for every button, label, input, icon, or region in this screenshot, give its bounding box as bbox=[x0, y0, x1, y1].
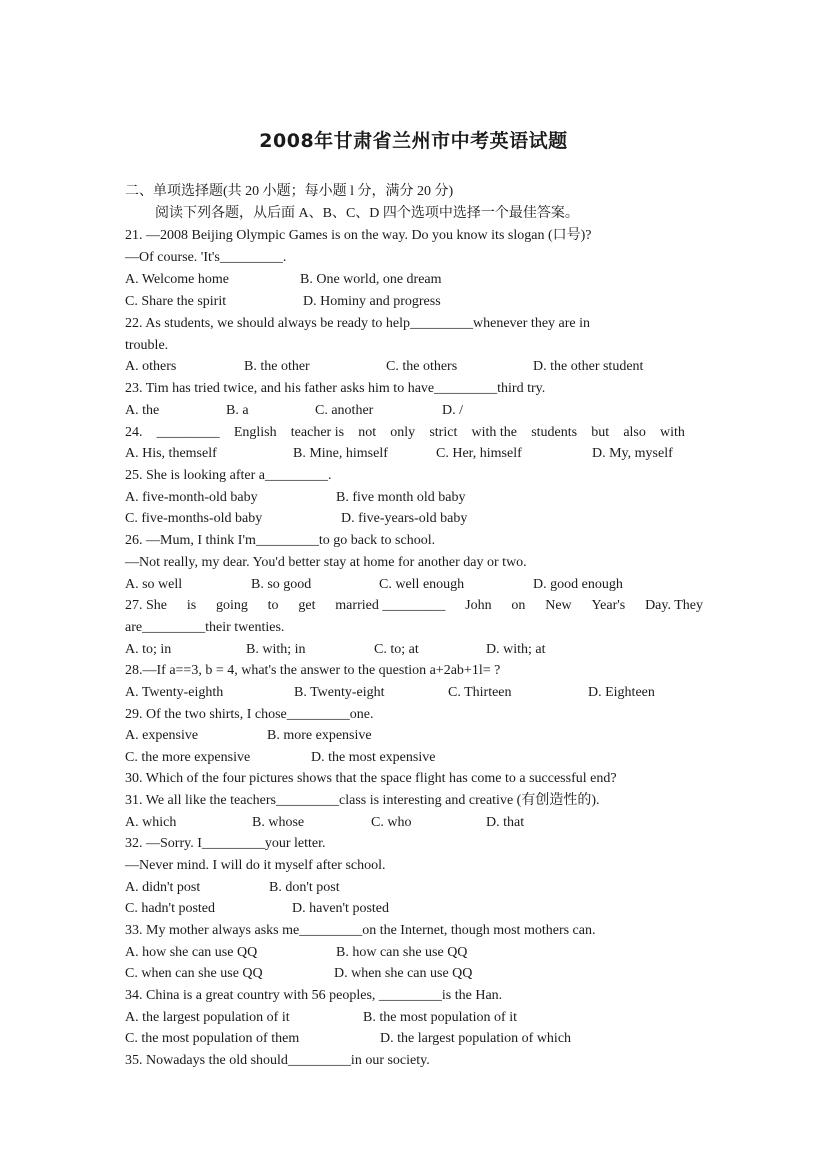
question-24-option-a: A. His, themself bbox=[125, 446, 217, 461]
question-33-option-d: D. when she can use QQ bbox=[334, 966, 473, 981]
question-32-dialogue: —Never mind. I will do it myself after school. bbox=[125, 858, 386, 873]
question-22-stem: 22. As students, we should always be ready to help_________whenever they are in bbox=[125, 316, 591, 331]
question-28-option-a: A. Twenty-eighth bbox=[125, 685, 224, 700]
question-25-option-c: C. five-months-old baby bbox=[125, 511, 263, 526]
q27-word: married _________ bbox=[335, 598, 446, 613]
question-27-option-b: B. with; in bbox=[246, 642, 306, 657]
question-32-stem: 32. —Sorry. I_________your letter. bbox=[125, 836, 326, 851]
question-25-option-b: B. five month old baby bbox=[336, 490, 466, 505]
question-26-dialogue: —Not really, my dear. You'd better stay at home for another day or two. bbox=[125, 555, 527, 570]
q24-word: with bbox=[660, 425, 685, 440]
q27-word: New bbox=[545, 598, 572, 613]
question-22-option-d: D. the other student bbox=[533, 359, 644, 374]
question-21-option-d: D. Hominy and progress bbox=[303, 294, 441, 309]
q24-word: not bbox=[358, 425, 377, 440]
q24-word: English bbox=[233, 425, 277, 440]
question-23-option-d: D. / bbox=[442, 403, 463, 418]
q24-word: with the bbox=[471, 425, 518, 440]
q27-word: John bbox=[465, 598, 492, 613]
q24-word: _________ bbox=[156, 425, 220, 440]
question-32-option-b: B. don't post bbox=[269, 880, 340, 895]
q27-word: 27. She bbox=[125, 598, 167, 613]
q27-word: on bbox=[511, 598, 526, 613]
question-26-option-d: D. good enough bbox=[533, 577, 623, 592]
q27-word: Day. They bbox=[645, 598, 703, 613]
question-23-option-a: A. the bbox=[125, 403, 160, 418]
question-22-continuation: trouble. bbox=[125, 338, 169, 353]
q24-word: but bbox=[591, 425, 610, 440]
question-29-option-a: A. expensive bbox=[125, 728, 199, 743]
question-21-option-b: B. One world, one dream bbox=[300, 272, 442, 287]
question-26-option-c: C. well enough bbox=[379, 577, 465, 592]
q27-word: is bbox=[186, 598, 197, 613]
section-heading: 二、单项选择题(共 20 小题；每小题 l 分，满分 20 分) bbox=[125, 184, 454, 199]
question-23-option-c: C. another bbox=[315, 403, 374, 418]
question-27-option-c: C. to; at bbox=[374, 642, 419, 657]
question-32-option-a: A. didn't post bbox=[125, 880, 201, 895]
question-21-dialogue: —Of course. 'It's_________. bbox=[125, 250, 287, 265]
question-29-option-c: C. the more expensive bbox=[125, 750, 251, 765]
question-31-stem: 31. We all like the teachers_________class is interesting and creative (有创造性的). bbox=[125, 793, 600, 808]
question-27-continuation: are_________their twenties. bbox=[125, 620, 285, 635]
question-35-stem: 35. Nowadays the old should_________in our society. bbox=[125, 1053, 430, 1068]
q27-word: to bbox=[267, 598, 279, 613]
question-28-option-d: D. Eighteen bbox=[588, 685, 655, 700]
question-22-option-b: B. the other bbox=[244, 359, 310, 374]
question-25-stem: 25. She is looking after a_________. bbox=[125, 468, 332, 483]
q24-word: students bbox=[531, 425, 578, 440]
question-31-option-b: B. whose bbox=[252, 815, 305, 830]
question-29-option-b: B. more expensive bbox=[267, 728, 372, 743]
q27-word: going bbox=[215, 598, 248, 613]
question-24-stem bbox=[125, 424, 685, 442]
question-21-option-a: A. Welcome home bbox=[125, 272, 229, 287]
question-28-option-b: B. Twenty-eight bbox=[294, 685, 385, 700]
question-32-option-d: D. haven't posted bbox=[292, 901, 390, 916]
question-33-option-a: A. how she can use QQ bbox=[125, 945, 258, 960]
q27-word: Year's bbox=[591, 598, 626, 613]
question-27-option-a: A. to; in bbox=[125, 642, 172, 657]
question-34-option-b: B. the most population of it bbox=[363, 1010, 517, 1025]
question-32-option-c: C. hadn't posted bbox=[125, 901, 216, 916]
question-25-option-d: D. five-years-old baby bbox=[341, 511, 468, 526]
question-26-option-a: A. so well bbox=[125, 577, 183, 592]
question-34-option-d: D. the largest population of which bbox=[380, 1031, 572, 1046]
exam-title: 2008年甘肃省兰州市中考英语试题 bbox=[259, 130, 568, 152]
question-34-option-a: A. the largest population of it bbox=[125, 1010, 290, 1025]
question-24-option-b: B. Mine, himself bbox=[293, 446, 388, 461]
question-27-stem bbox=[125, 597, 703, 615]
q24-word: 24. bbox=[125, 425, 143, 440]
question-21-option-c: C. Share the spirit bbox=[125, 294, 227, 309]
question-22-option-a: A. others bbox=[125, 359, 177, 374]
question-33-option-b: B. how can she use QQ bbox=[336, 945, 468, 960]
question-31-option-c: C. who bbox=[371, 815, 412, 830]
section-instruction: 阅读下列各题，从后面 A、B、C、D 四个选项中选择一个最佳答案。 bbox=[155, 206, 579, 221]
q24-word: also bbox=[623, 425, 646, 440]
question-23-stem: 23. Tim has tried twice, and his father asks him to have_________third try. bbox=[125, 381, 546, 396]
question-29-stem: 29. Of the two shirts, I chose_________one. bbox=[125, 707, 374, 722]
question-24-option-d: D. My, myself bbox=[592, 446, 673, 461]
question-21-stem: 21. —2008 Beijing Olympic Games is on the way. Do you know its slogan (口号)? bbox=[125, 228, 592, 243]
question-23-option-b: B. a bbox=[226, 403, 249, 418]
question-27-option-d: D. with; at bbox=[486, 642, 546, 657]
question-29-option-d: D. the most expensive bbox=[311, 750, 436, 765]
question-24-option-c: C. Her, himself bbox=[436, 446, 522, 461]
q24-word: teacher is bbox=[290, 425, 345, 440]
question-28-stem: 28.—If a==3, b = 4, what's the answer to the question a+2ab+1l= ? bbox=[125, 663, 501, 678]
question-31-option-a: A. which bbox=[125, 815, 177, 830]
question-34-stem: 34. China is a great country with 56 peoples, _________is the Han. bbox=[125, 988, 503, 1003]
question-26-stem: 26. —Mum, I think I'm_________to go back to school. bbox=[125, 533, 436, 548]
question-33-stem: 33. My mother always asks me_________on the Internet, though most mothers can. bbox=[125, 923, 596, 938]
question-26-option-b: B. so good bbox=[251, 577, 312, 592]
question-28-option-c: C. Thirteen bbox=[448, 685, 512, 700]
question-34-option-c: C. the most population of them bbox=[125, 1031, 300, 1046]
question-31-option-d: D. that bbox=[486, 815, 525, 830]
q24-word: strict bbox=[429, 425, 458, 440]
question-30-stem: 30. Which of the four pictures shows that the space flight has come to a successful end? bbox=[125, 771, 617, 786]
question-25-option-a: A. five-month-old baby bbox=[125, 490, 258, 505]
question-22-option-c: C. the others bbox=[386, 359, 458, 374]
q24-word: only bbox=[390, 425, 416, 440]
question-33-option-c: C. when can she use QQ bbox=[125, 966, 263, 981]
q27-word: get bbox=[298, 598, 316, 613]
